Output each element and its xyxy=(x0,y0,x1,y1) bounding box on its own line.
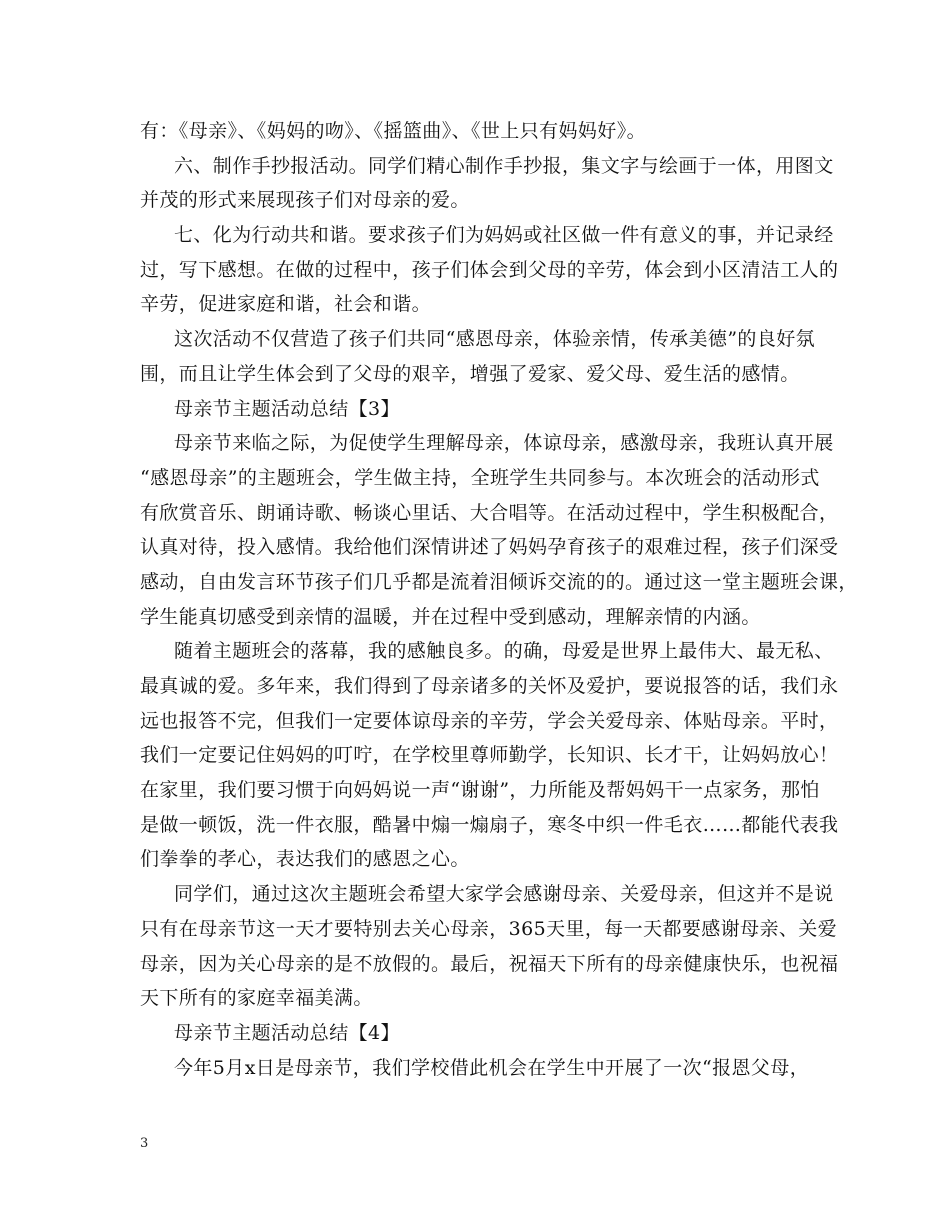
page-number: 3 xyxy=(140,1136,149,1151)
text-line: 认真对待，投入感情。我给他们深情讲述了妈妈孕育孩子的艰难过程，孩子们深受 xyxy=(140,536,839,559)
text-line: 有：《母亲》、《妈妈的吻》、《摇篮曲》、《世上只有妈妈好》。 xyxy=(140,120,647,142)
text-line: 有欣赏音乐、朗诵诗歌、畅谈心里话、大合唱等。在活动过程中，学生积极配合， xyxy=(140,501,839,524)
document-body xyxy=(140,114,858,1085)
text-line: 并茂的形式来展现孩子们对母亲的爱。 xyxy=(140,189,470,212)
text-line: 是做一顿饭，洗一件衣服，酷暑中煽一煽扇子，寒冬中织一件毛衣……都能代表我 xyxy=(140,813,839,836)
paragraph-start-line: 七、化为行动共和谐。要求孩子们为妈妈或社区做一件有意义的事，并记录经 xyxy=(174,224,834,247)
text-line: 辛劳，促进家庭和谐，社会和谐。 xyxy=(140,293,432,316)
text-line: 远也报答不完，但我们一定要体谅母亲的辛劳，学会关爱母亲、体贴母亲。平时， xyxy=(140,709,839,732)
paragraph-start-line: 六、制作手抄报活动。同学们精心制作手抄报，集文字与绘画于一体，用图文 xyxy=(174,154,834,177)
text-line: 围，而且让学生体会到了父母的艰辛，增强了爱家、爱父母、爱生活的感情。 xyxy=(140,362,800,385)
text-line: 过，写下感想。在做的过程中，孩子们体会到父母的辛劳，体会到小区清洁工人的 xyxy=(140,258,839,281)
text-line: 们拳拳的孝心，表达我们的感恩之心。 xyxy=(140,848,470,871)
text-line: 感动，自由发言环节孩子们几乎都是流着泪倾诉交流的的。通过这一堂主题班会课， xyxy=(140,570,858,593)
paragraph-start-line: 母亲节来临之际，为促使学生理解母亲，体谅母亲，感激母亲，我班认真开展 xyxy=(174,432,834,455)
section-heading-3: 母亲节主题活动总结【3】 xyxy=(174,397,400,420)
text-line: 我们一定要记住妈妈的叮咛，在学校里尊师勤学，长知识、长才干，让妈妈放心！ xyxy=(140,744,839,767)
section-heading-4: 母亲节主题活动总结【4】 xyxy=(174,1021,400,1044)
text-line: “感恩母亲”的主题班会，学生做主持，全班学生共同参与。本次班会的活动形式 xyxy=(140,466,820,489)
text-line: 在家里，我们要习惯于向妈妈说一声“谢谢”，力所能及帮妈妈干一点家务，那怕 xyxy=(140,779,820,802)
paragraph-start-line: 这次活动不仅营造了孩子们共同“感恩母亲，体验亲情，传承美德”的良好氛 xyxy=(174,328,816,351)
text-line: 只有在母亲节这一天才要特别去关心母亲，365天里，每一天都要感谢母亲、关爱 xyxy=(140,917,838,940)
text-line: 最真诚的爱。多年来，我们得到了母亲诸多的关怀及爱护，要说报答的话，我们永 xyxy=(140,675,839,697)
text-line: 学生能真切感受到亲情的温暖，并在过程中受到感动，理解亲情的内涵。 xyxy=(140,605,761,628)
text-line: 天下所有的家庭幸福美满。 xyxy=(140,987,373,1010)
text-line: 母亲，因为关心母亲的是不放假的。最后，祝福天下所有的母亲健康快乐，也祝福 xyxy=(140,952,839,975)
paragraph-start-line: 随着主题班会的落幕，我的感触良多。的确，母爱是世界上最伟大、最无私、 xyxy=(174,640,834,663)
paragraph-start-line: 今年5月x日是母亲节，我们学校借此机会在学生中开展了一次“报恩父母， xyxy=(174,1056,810,1079)
paragraph-start-line: 同学们，通过这次主题班会希望大家学会感谢母亲、关爱母亲，但这并不是说 xyxy=(174,883,834,906)
